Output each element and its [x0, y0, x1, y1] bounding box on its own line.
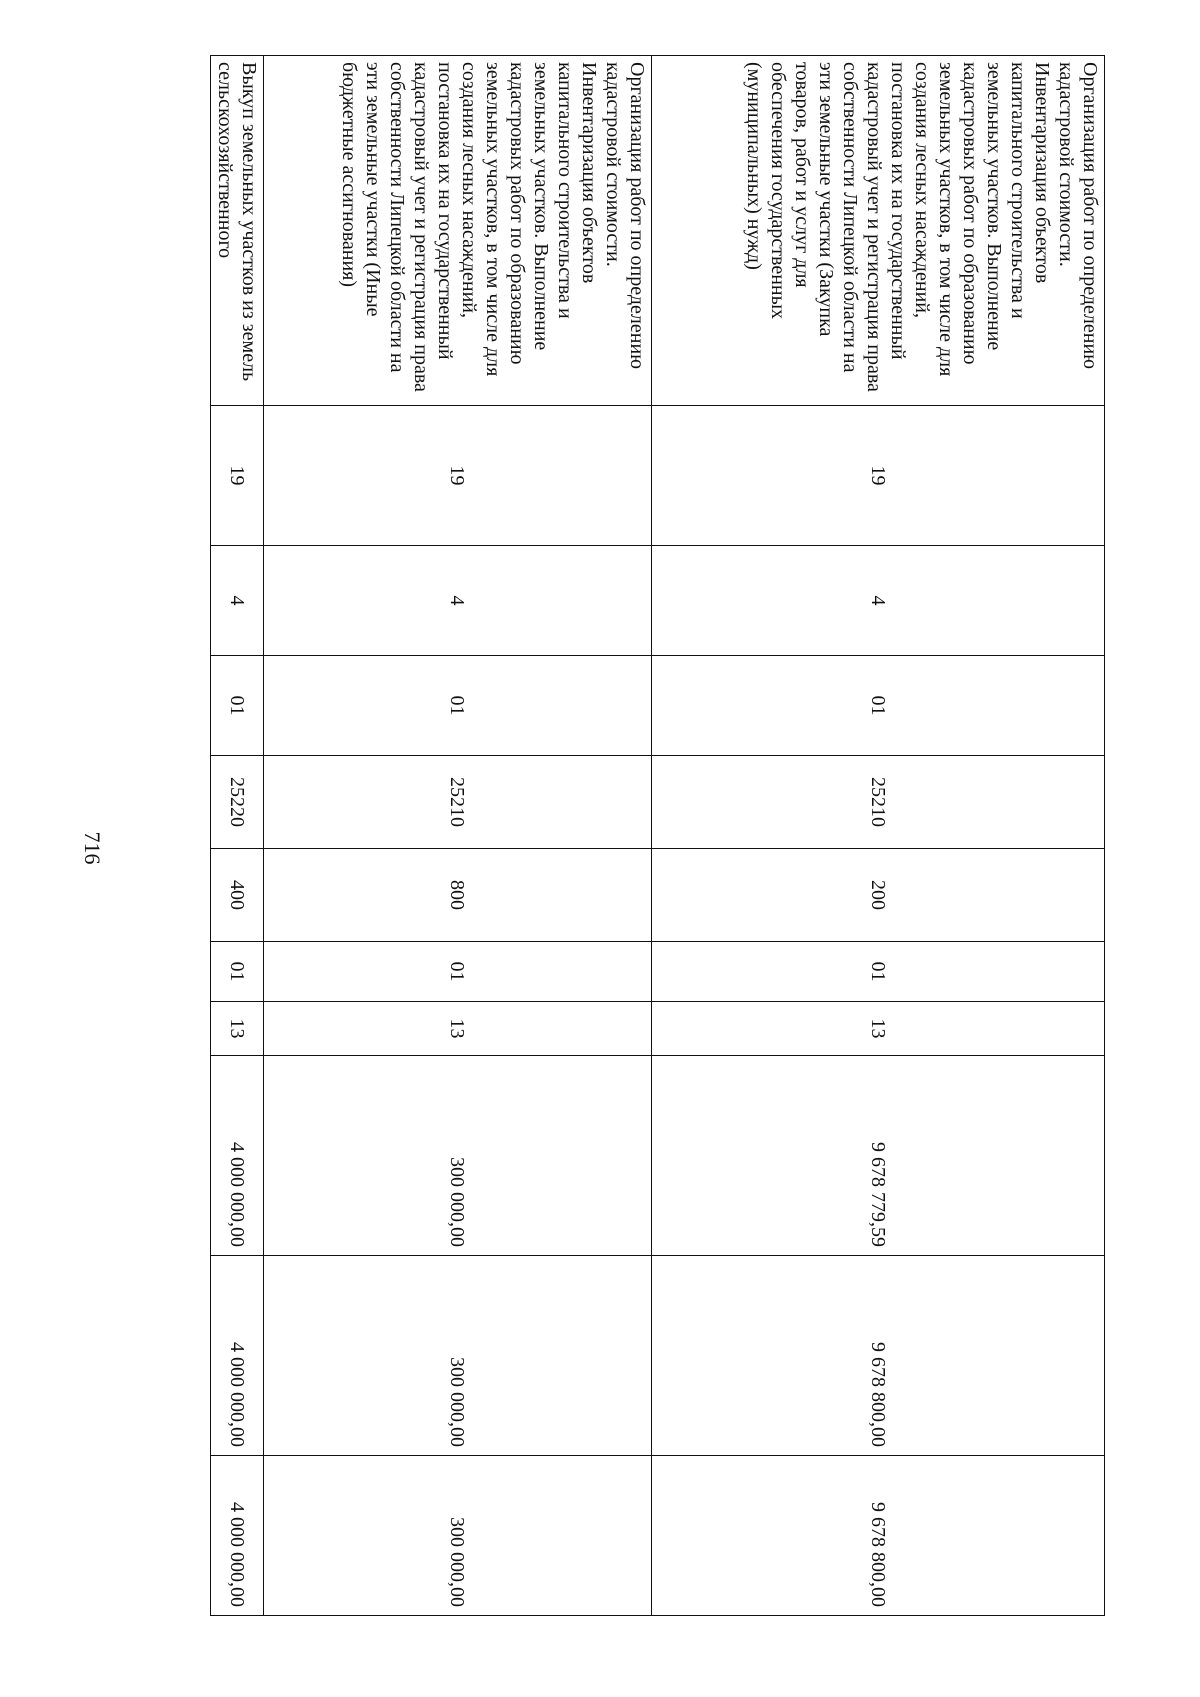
row-description: Организация работ по определению кадастровой стоимости. Инвентаризация объектов капитального строительства и земельных участков. Выполнение кадастровых работ по образованию земельных участков, в том числе для создания лесных насаждений, постановка их на государственный кадастровый учет и регистрация права собственности Липецкой области на эти земельные участки (Иные бюджетные ассигнования)	[264, 56, 652, 406]
amount-year-3: 9 678 800,00	[652, 1456, 1105, 1616]
amount-year-2: 300 000,00	[264, 1256, 652, 1456]
section-code: 01	[264, 942, 652, 1002]
program-code: 19	[211, 406, 264, 546]
budget-table	[210, 55, 1105, 1616]
amount-year-3: 300 000,00	[264, 1456, 652, 1616]
program-code: 19	[264, 406, 652, 546]
amount-year-1: 300 000,00	[264, 1056, 652, 1256]
event-code: 01	[211, 656, 264, 756]
expense-type-code: 200	[652, 849, 1105, 942]
subprogram-code: 4	[211, 546, 264, 656]
program-code: 19	[652, 406, 1105, 546]
direction-code: 25210	[652, 756, 1105, 849]
subsection-code: 13	[652, 1002, 1105, 1056]
amount-year-1: 9 678 779,59	[652, 1056, 1105, 1256]
table-row	[211, 56, 264, 1616]
table-row	[652, 56, 1105, 1616]
subsection-code: 13	[264, 1002, 652, 1056]
table-row	[264, 56, 652, 1616]
section-code: 01	[652, 942, 1105, 1002]
event-code: 01	[652, 656, 1105, 756]
amount-year-3: 4 000 000,00	[211, 1456, 264, 1616]
amount-year-1: 4 000 000,00	[211, 1056, 264, 1256]
amount-year-2: 9 678 800,00	[652, 1256, 1105, 1456]
section-code: 01	[211, 942, 264, 1002]
expense-type-code: 800	[264, 849, 652, 942]
subsection-code: 13	[211, 1002, 264, 1056]
page-number: 716	[80, 831, 105, 865]
row-description: Выкуп земельных участков из земель сельскохозяйственного	[211, 56, 264, 406]
amount-year-2: 4 000 000,00	[211, 1256, 264, 1456]
expense-type-code: 400	[211, 849, 264, 942]
row-description: Организация работ по определению кадастровой стоимости. Инвентаризация объектов капитального строительства и земельных участков. Выполнение кадастровых работ по образованию земельных участков, в том числе для создания лесных насаждений, постановка их на государственный кадастровый учет и регистрация права собственности Липецкой области на эти земельные участки (Закупка товаров, работ и услуг для обеспечения государственных (муниципальных) нужд)	[652, 56, 1105, 406]
direction-code: 25210	[264, 756, 652, 849]
direction-code: 25220	[211, 756, 264, 849]
subprogram-code: 4	[652, 546, 1105, 656]
budget-table-rotated	[140, 55, 1105, 1615]
event-code: 01	[264, 656, 652, 756]
subprogram-code: 4	[264, 546, 652, 656]
